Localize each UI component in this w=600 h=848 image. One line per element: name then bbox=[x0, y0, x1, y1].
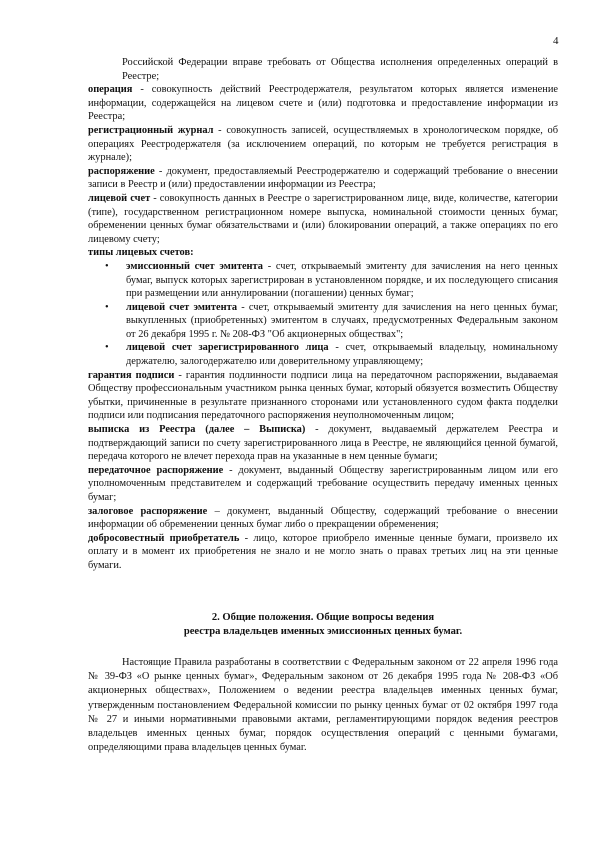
bullet-icon: • bbox=[105, 260, 109, 272]
definition-transfer-order bbox=[88, 464, 558, 505]
term: залоговое распоряжение bbox=[88, 505, 208, 517]
final-paragraph: Настоящие Правила разработаны в соответствии с Федеральным законом от 22 апреля 1996 года № 39-ФЗ «О рынке ценных бумаг», Федеральным законом от 26 декабря 1995 года № 208-ФЗ «Об акционерных обществах», Положением о ведении реестра владельцев именных ценных бумаг, утвержденным постановлением Федеральной комиссии по рынку ценных бумаг от 02 октября 1997 года № 27 и иными нормативными правовыми актами, регламентирующими порядок ведения реестров владельцев именных ценных бумаг, порядок осуществления операций с ценными бумагами, определяющими права владельцев ценных бумаг. bbox=[88, 657, 558, 754]
definition-text: - счет, открываемый эмитенту для зачисления на него ценных бумаг, выпуск которых зарегистрирован в установленном порядке, и их последующего списания при размещении или аннулировании (погашении) ценных бумаг; bbox=[126, 260, 558, 300]
term: выписка из Реестра (далее – Выписка) bbox=[88, 424, 306, 436]
term: операция bbox=[88, 84, 133, 96]
intro-continuation: Российской Федерации вправе требовать от Общества исполнения определенных операций в Реестре; bbox=[122, 57, 558, 82]
document-body bbox=[88, 56, 558, 573]
definition-text: - совокупность действий Реестродержателя, результатом которых является изменение информации, содержащейся на лицевом счете и (или) подготовка и предоставление информации из Реестра; bbox=[88, 84, 558, 123]
definition-text: - документ, предоставляемый Реестродержателю и содержащий требование о внесении записи в Реестр и (или) предоставлении информации из Реестра; bbox=[88, 165, 558, 191]
heading-text: типы лицевых счетов: bbox=[88, 247, 194, 259]
account-types-list bbox=[88, 260, 558, 369]
definition-text: - совокупность записей, осуществляемых в хронологическом порядке, об операциях Реестродержателя (за исключением операций, по которым не требуется регистрация в журнале); bbox=[88, 124, 558, 164]
term: гарантия подписи bbox=[88, 369, 175, 381]
definition-bona-fide-purchaser bbox=[88, 532, 558, 573]
page-number: 4 bbox=[553, 35, 559, 47]
definition-text: - документ, выдаваемый держателем Реестра и подтверждающий записи по счету зарегистрированного лица в Реестре, не являющийся ценной бумагой, передача которого не влечет перехода прав на указанные в нем ценные бумаги; bbox=[88, 424, 558, 463]
section-heading-line: реестра владельцев именных эмиссионных ценных бумаг. bbox=[183, 626, 463, 637]
term: распоряжение bbox=[88, 165, 155, 177]
definition-text: - счет, открываемый эмитенту для зачисления на него ценных бумаг, выкупленных (приобретенных) эмитентом в случаях, предусмотренных Федеральным законом от 26 декабря 1995 г. № 208-ФЗ "Об акционерных обществах"; bbox=[126, 301, 559, 340]
bullet-icon: • bbox=[105, 342, 109, 354]
bullet-icon: • bbox=[105, 301, 109, 313]
section-heading bbox=[88, 611, 558, 639]
definition-registration-journal bbox=[88, 124, 558, 165]
term: лицевой счет bbox=[88, 192, 151, 204]
definition-registry-extract bbox=[88, 423, 558, 464]
term: лицевой счет зарегистрированного лица bbox=[126, 342, 329, 354]
term: добросовестный приобретатель bbox=[88, 532, 240, 544]
definition-text: - документ, выданный Обществу зарегистрированным лицом или его уполномоченным представителем и содержащий требование осуществить передачу именных ценных бумаг; bbox=[88, 464, 558, 503]
definition-text: - счет, открываемый владельцу, номинальному держателю, залогодержателю или доверительному управляющему; bbox=[126, 342, 558, 368]
definition-signature-guarantee bbox=[88, 369, 558, 423]
term: лицевой счет эмитента bbox=[126, 301, 238, 313]
list-item bbox=[88, 260, 558, 301]
definition-pledge-order bbox=[88, 505, 558, 532]
definition-order bbox=[88, 165, 558, 192]
list-item bbox=[88, 341, 558, 368]
account-types-heading bbox=[88, 246, 558, 260]
definition-text: - гарантия подлинности подписи лица на передаточном распоряжении, выдаваемая Обществу профессиональным участником рынка ценных бумаг, который обязуется возместить Обществу убытки, причиненные в результате признанного сторонами или установленного судом факта подделки подписи или подписания передаточного распоряжения неуполномоченным лицом; bbox=[88, 369, 558, 422]
term: эмиссионный счет эмитента bbox=[126, 260, 263, 272]
definition-text: - лицо, которое приобрело именные ценные бумаги, произвело их оплату и в момент их приобретения не знало и не могло знать о правах третьих лиц на эти ценные бумаги. bbox=[88, 532, 558, 571]
section-heading-line: 2. Общие положения. Общие вопросы ведения bbox=[211, 612, 435, 623]
definition-personal-account bbox=[88, 192, 558, 246]
list-item bbox=[88, 301, 558, 342]
term: регистрационный журнал bbox=[88, 124, 214, 136]
section-body bbox=[88, 656, 558, 755]
definition-text: – документ, выданный Обществу, содержащий требование о внесении информации об обременении ценных бумаг либо о прекращении обременения; bbox=[88, 505, 558, 531]
definition-operation bbox=[88, 83, 558, 124]
term: передаточное распоряжение bbox=[88, 464, 224, 476]
definition-text: - совокупность данных в Реестре о зарегистрированном лице, виде, количестве, категории (типе), государственном регистрационном номере выпуска, номинальной стоимости ценных бумаг, обременении ценных бумаг обязательствами и (или) блокировании операций, а также операциях по его лицевому счету; bbox=[88, 192, 558, 245]
